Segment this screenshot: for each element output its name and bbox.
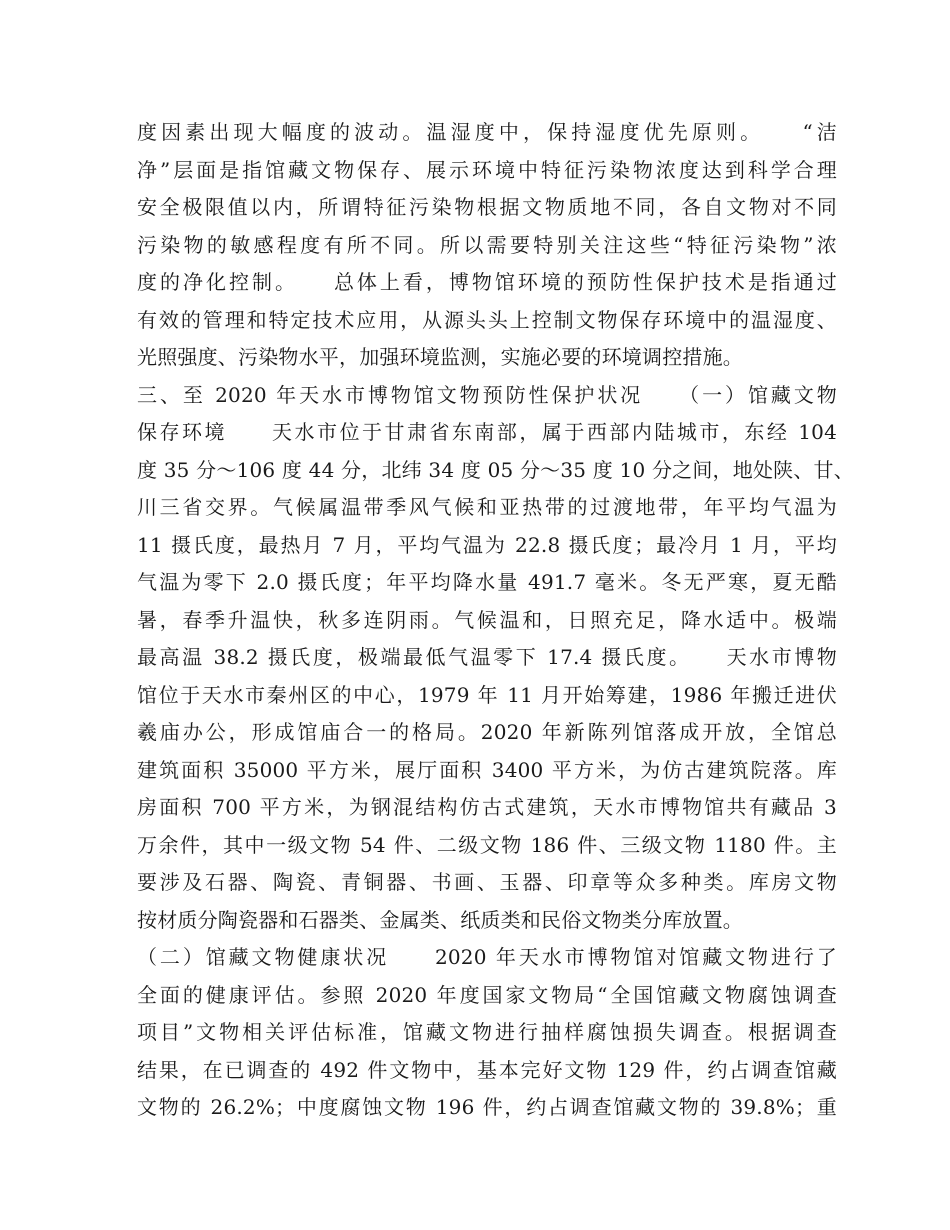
text-line-13: 气温为零下 2.0 摄氏度；年平均降水量 491.7 毫米。冬无严寒，夏无酷 (137, 570, 837, 594)
text-line-7: 光照强度、污染物水平，加强环境监测，实施必要的环境调控措施。 (137, 345, 743, 369)
text-line-2: 净”层面是指馆藏文物保存、展示环境中特征污染物浓度达到科学合理 (137, 157, 837, 182)
text-line-9: 保存环境 天水市位于甘肃省东南部，属于西部内陆城市，东经 104 (137, 420, 837, 444)
text-line-19: 房面积 700 平方米，为钢混结构仿古式建筑，天水市博物馆共有藏品 3 (137, 795, 837, 819)
text-line-25: 项目”文物相关评估标准，馆藏文物进行抽样腐蚀损失调查。根据调查 (137, 1020, 837, 1044)
text-line-8: 三、至 2020 年天水市博物馆文物预防性保护状况 （一）馆藏文物 (137, 382, 837, 407)
text-line-1: 度因素出现大幅度的波动。温湿度中，保持湿度优先原则。 “洁 (137, 120, 837, 144)
text-line-16: 馆位于天水市秦州区的中心，1979 年 11 月开始筹建，1986 年搬迁进伏 (137, 682, 837, 707)
text-line-23: （二）馆藏文物健康状况 2020 年天水市博物馆对馆藏文物进行了 (137, 945, 837, 969)
text-line-5: 度的净化控制。 总体上看，博物馆环境的预防性保护技术是指通过 (137, 270, 837, 294)
text-line-4: 污染物的敏感程度有所不同。所以需要特别关注这些“特征污染物”浓 (137, 232, 837, 257)
text-line-22: 按材质分陶瓷器和石器类、金属类、纸质类和民俗文物类分库放置。 (137, 907, 743, 932)
text-line-14: 暑，春季升温快，秋多连阴雨。气候温和，日照充足，降水适中。极端 (137, 607, 837, 632)
text-line-15: 最高温 38.2 摄氏度，极端最低气温零下 17.4 摄氏度。 天水市博物 (137, 645, 837, 669)
text-line-10: 度 35 分～106 度 44 分，北纬 34 度 05 分～35 度 10 分之间，地处陕、甘、 (137, 457, 854, 482)
body-text (137, 114, 854, 1127)
text-line-17: 羲庙办公，形成馆庙合一的格局。2020 年新陈列馆落成开放，全馆总 (137, 720, 837, 744)
text-line-11: 川三省交界。气候属温带季风气候和亚热带的过渡地带，年平均气温为 (137, 495, 837, 519)
text-line-21: 要涉及石器、陶瓷、青铜器、书画、玉器、印章等众多种类。库房文物 (137, 870, 837, 894)
text-line-27: 文物的 26.2%；中度腐蚀文物 196 件，约占调查馆藏文物的 39.8%；重 (137, 1095, 837, 1119)
text-line-20: 万余件，其中一级文物 54 件、二级文物 186 件、三级文物 1180 件。主 (137, 832, 837, 857)
text-line-3: 安全极限值以内，所谓特征污染物根据文物质地不同，各自文物对不同 (137, 195, 837, 219)
text-line-26: 结果，在已调查的 492 件文物中，基本完好文物 129 件，约占调查馆藏 (137, 1057, 837, 1082)
text-line-24: 全面的健康评估。参照 2020 年度国家文物局“全国馆藏文物腐蚀调查 (137, 982, 837, 1007)
text-line-18: 建筑面积 35000 平方米，展厅面积 3400 平方米，为仿古建筑院落。库 (137, 757, 837, 782)
text-line-6: 有效的管理和特定技术应用，从源头头上控制文物保存环境中的温湿度、 (137, 307, 837, 332)
text-line-12: 11 摄氏度，最热月 7 月，平均气温为 22.8 摄氏度；最冷月 1 月，平均 (137, 532, 837, 557)
